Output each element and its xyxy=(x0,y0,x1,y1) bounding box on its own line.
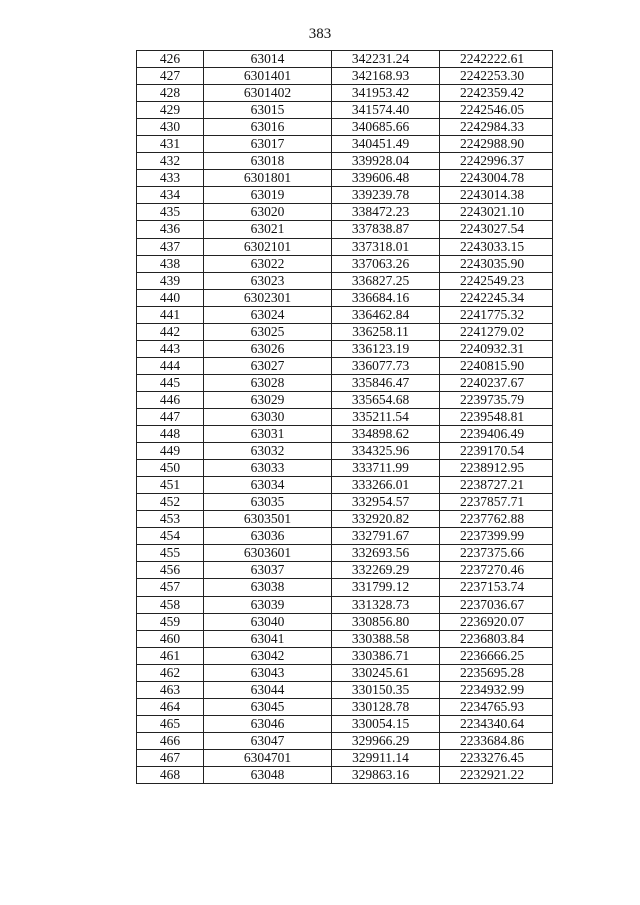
row-number-cell: 446 xyxy=(137,391,204,408)
y-coordinate-cell: 2234765.93 xyxy=(440,698,553,715)
table-row xyxy=(137,579,553,596)
row-number-cell: 462 xyxy=(137,664,204,681)
row-number-cell: 448 xyxy=(137,426,204,443)
y-coordinate-cell: 2243014.38 xyxy=(440,187,553,204)
point-id-cell: 6303501 xyxy=(204,511,332,528)
point-id-cell: 63015 xyxy=(204,102,332,119)
x-coordinate-cell: 335654.68 xyxy=(332,391,440,408)
table-row xyxy=(137,238,553,255)
y-coordinate-cell: 2237375.66 xyxy=(440,545,553,562)
y-coordinate-cell: 2239406.49 xyxy=(440,426,553,443)
row-number-cell: 452 xyxy=(137,494,204,511)
table-row xyxy=(137,545,553,562)
x-coordinate-cell: 330245.61 xyxy=(332,664,440,681)
x-coordinate-cell: 339239.78 xyxy=(332,187,440,204)
row-number-cell: 426 xyxy=(137,51,204,68)
row-number-cell: 459 xyxy=(137,613,204,630)
x-coordinate-cell: 337318.01 xyxy=(332,238,440,255)
table-row xyxy=(137,51,553,68)
point-id-cell: 6301401 xyxy=(204,68,332,85)
table-row xyxy=(137,715,553,732)
row-number-cell: 463 xyxy=(137,681,204,698)
point-id-cell: 63035 xyxy=(204,494,332,511)
row-number-cell: 433 xyxy=(137,170,204,187)
row-number-cell: 444 xyxy=(137,357,204,374)
row-number-cell: 454 xyxy=(137,528,204,545)
x-coordinate-cell: 339606.48 xyxy=(332,170,440,187)
table-row xyxy=(137,374,553,391)
y-coordinate-cell: 2241775.32 xyxy=(440,306,553,323)
x-coordinate-cell: 330386.71 xyxy=(332,647,440,664)
table-row xyxy=(137,664,553,681)
row-number-cell: 436 xyxy=(137,221,204,238)
coordinates-table xyxy=(136,50,553,784)
y-coordinate-cell: 2235695.28 xyxy=(440,664,553,681)
table-row xyxy=(137,766,553,783)
x-coordinate-cell: 331328.73 xyxy=(332,596,440,613)
row-number-cell: 443 xyxy=(137,340,204,357)
x-coordinate-cell: 339928.04 xyxy=(332,153,440,170)
row-number-cell: 429 xyxy=(137,102,204,119)
table-row xyxy=(137,289,553,306)
row-number-cell: 466 xyxy=(137,732,204,749)
table-row xyxy=(137,306,553,323)
x-coordinate-cell: 341953.42 xyxy=(332,85,440,102)
point-id-cell: 63034 xyxy=(204,477,332,494)
x-coordinate-cell: 329911.14 xyxy=(332,749,440,766)
point-id-cell: 63029 xyxy=(204,391,332,408)
row-number-cell: 450 xyxy=(137,460,204,477)
table-row xyxy=(137,85,553,102)
y-coordinate-cell: 2236920.07 xyxy=(440,613,553,630)
y-coordinate-cell: 2234932.99 xyxy=(440,681,553,698)
x-coordinate-cell: 330128.78 xyxy=(332,698,440,715)
table-row xyxy=(137,340,553,357)
table-row xyxy=(137,221,553,238)
table-row xyxy=(137,562,553,579)
point-id-cell: 63039 xyxy=(204,596,332,613)
point-id-cell: 6302101 xyxy=(204,238,332,255)
y-coordinate-cell: 2233684.86 xyxy=(440,732,553,749)
y-coordinate-cell: 2237762.88 xyxy=(440,511,553,528)
row-number-cell: 465 xyxy=(137,715,204,732)
x-coordinate-cell: 341574.40 xyxy=(332,102,440,119)
y-coordinate-cell: 2242996.37 xyxy=(440,153,553,170)
row-number-cell: 434 xyxy=(137,187,204,204)
row-number-cell: 445 xyxy=(137,374,204,391)
table-row xyxy=(137,136,553,153)
x-coordinate-cell: 329863.16 xyxy=(332,766,440,783)
y-coordinate-cell: 2242222.61 xyxy=(440,51,553,68)
point-id-cell: 63044 xyxy=(204,681,332,698)
table-row xyxy=(137,528,553,545)
point-id-cell: 63046 xyxy=(204,715,332,732)
point-id-cell: 63036 xyxy=(204,528,332,545)
x-coordinate-cell: 337063.26 xyxy=(332,255,440,272)
point-id-cell: 63038 xyxy=(204,579,332,596)
y-coordinate-cell: 2242359.42 xyxy=(440,85,553,102)
table-row xyxy=(137,323,553,340)
x-coordinate-cell: 334325.96 xyxy=(332,443,440,460)
point-id-cell: 63037 xyxy=(204,562,332,579)
row-number-cell: 456 xyxy=(137,562,204,579)
row-number-cell: 437 xyxy=(137,238,204,255)
coordinates-table-body xyxy=(137,51,553,784)
table-row xyxy=(137,153,553,170)
table-row xyxy=(137,511,553,528)
y-coordinate-cell: 2242988.90 xyxy=(440,136,553,153)
x-coordinate-cell: 330856.80 xyxy=(332,613,440,630)
table-row xyxy=(137,494,553,511)
y-coordinate-cell: 2237036.67 xyxy=(440,596,553,613)
y-coordinate-cell: 2239735.79 xyxy=(440,391,553,408)
x-coordinate-cell: 332791.67 xyxy=(332,528,440,545)
row-number-cell: 449 xyxy=(137,443,204,460)
y-coordinate-cell: 2242245.34 xyxy=(440,289,553,306)
x-coordinate-cell: 332269.29 xyxy=(332,562,440,579)
row-number-cell: 453 xyxy=(137,511,204,528)
table-row xyxy=(137,102,553,119)
y-coordinate-cell: 2242984.33 xyxy=(440,119,553,136)
y-coordinate-cell: 2237270.46 xyxy=(440,562,553,579)
table-row xyxy=(137,613,553,630)
point-id-cell: 63026 xyxy=(204,340,332,357)
x-coordinate-cell: 338472.23 xyxy=(332,204,440,221)
table-row xyxy=(137,170,553,187)
point-id-cell: 63042 xyxy=(204,647,332,664)
point-id-cell: 63017 xyxy=(204,136,332,153)
table-row xyxy=(137,732,553,749)
x-coordinate-cell: 336123.19 xyxy=(332,340,440,357)
y-coordinate-cell: 2243004.78 xyxy=(440,170,553,187)
x-coordinate-cell: 330150.35 xyxy=(332,681,440,698)
row-number-cell: 468 xyxy=(137,766,204,783)
row-number-cell: 435 xyxy=(137,204,204,221)
table-row xyxy=(137,357,553,374)
row-number-cell: 439 xyxy=(137,272,204,289)
x-coordinate-cell: 335211.54 xyxy=(332,408,440,425)
point-id-cell: 63048 xyxy=(204,766,332,783)
table-row xyxy=(137,681,553,698)
point-id-cell: 63032 xyxy=(204,443,332,460)
table-row xyxy=(137,426,553,443)
x-coordinate-cell: 342231.24 xyxy=(332,51,440,68)
x-coordinate-cell: 336258.11 xyxy=(332,323,440,340)
x-coordinate-cell: 330054.15 xyxy=(332,715,440,732)
x-coordinate-cell: 336077.73 xyxy=(332,357,440,374)
y-coordinate-cell: 2242253.30 xyxy=(440,68,553,85)
page-number: 383 xyxy=(308,26,332,42)
table-row xyxy=(137,119,553,136)
x-coordinate-cell: 336684.16 xyxy=(332,289,440,306)
row-number-cell: 438 xyxy=(137,255,204,272)
y-coordinate-cell: 2243033.15 xyxy=(440,238,553,255)
table-row xyxy=(137,443,553,460)
point-id-cell: 63023 xyxy=(204,272,332,289)
y-coordinate-cell: 2243035.90 xyxy=(440,255,553,272)
table-row xyxy=(137,68,553,85)
point-id-cell: 63019 xyxy=(204,187,332,204)
row-number-cell: 458 xyxy=(137,596,204,613)
x-coordinate-cell: 333266.01 xyxy=(332,477,440,494)
point-id-cell: 6302301 xyxy=(204,289,332,306)
point-id-cell: 6301801 xyxy=(204,170,332,187)
table-row xyxy=(137,408,553,425)
row-number-cell: 431 xyxy=(137,136,204,153)
x-coordinate-cell: 329966.29 xyxy=(332,732,440,749)
point-id-cell: 63045 xyxy=(204,698,332,715)
point-id-cell: 6303601 xyxy=(204,545,332,562)
y-coordinate-cell: 2238912.95 xyxy=(440,460,553,477)
table-row xyxy=(137,460,553,477)
y-coordinate-cell: 2240815.90 xyxy=(440,357,553,374)
x-coordinate-cell: 336827.25 xyxy=(332,272,440,289)
y-coordinate-cell: 2241279.02 xyxy=(440,323,553,340)
x-coordinate-cell: 340451.49 xyxy=(332,136,440,153)
point-id-cell: 63043 xyxy=(204,664,332,681)
row-number-cell: 455 xyxy=(137,545,204,562)
point-id-cell: 63018 xyxy=(204,153,332,170)
point-id-cell: 63041 xyxy=(204,630,332,647)
y-coordinate-cell: 2234340.64 xyxy=(440,715,553,732)
y-coordinate-cell: 2242549.23 xyxy=(440,272,553,289)
y-coordinate-cell: 2236666.25 xyxy=(440,647,553,664)
y-coordinate-cell: 2243021.10 xyxy=(440,204,553,221)
point-id-cell: 63014 xyxy=(204,51,332,68)
point-id-cell: 63033 xyxy=(204,460,332,477)
row-number-cell: 441 xyxy=(137,306,204,323)
row-number-cell: 430 xyxy=(137,119,204,136)
table-row xyxy=(137,596,553,613)
point-id-cell: 63016 xyxy=(204,119,332,136)
y-coordinate-cell: 2238727.21 xyxy=(440,477,553,494)
table-row xyxy=(137,187,553,204)
point-id-cell: 63021 xyxy=(204,221,332,238)
x-coordinate-cell: 331799.12 xyxy=(332,579,440,596)
table-row xyxy=(137,477,553,494)
row-number-cell: 428 xyxy=(137,85,204,102)
row-number-cell: 451 xyxy=(137,477,204,494)
y-coordinate-cell: 2233276.45 xyxy=(440,749,553,766)
point-id-cell: 63020 xyxy=(204,204,332,221)
y-coordinate-cell: 2236803.84 xyxy=(440,630,553,647)
y-coordinate-cell: 2240237.67 xyxy=(440,374,553,391)
y-coordinate-cell: 2237153.74 xyxy=(440,579,553,596)
y-coordinate-cell: 2239170.54 xyxy=(440,443,553,460)
y-coordinate-cell: 2232921.22 xyxy=(440,766,553,783)
row-number-cell: 440 xyxy=(137,289,204,306)
y-coordinate-cell: 2237399.99 xyxy=(440,528,553,545)
row-number-cell: 447 xyxy=(137,408,204,425)
table-row xyxy=(137,272,553,289)
table-row xyxy=(137,749,553,766)
row-number-cell: 427 xyxy=(137,68,204,85)
point-id-cell: 63025 xyxy=(204,323,332,340)
point-id-cell: 63040 xyxy=(204,613,332,630)
table-row xyxy=(137,204,553,221)
point-id-cell: 63024 xyxy=(204,306,332,323)
x-coordinate-cell: 333711.99 xyxy=(332,460,440,477)
row-number-cell: 460 xyxy=(137,630,204,647)
y-coordinate-cell: 2240932.31 xyxy=(440,340,553,357)
row-number-cell: 467 xyxy=(137,749,204,766)
table-row xyxy=(137,647,553,664)
x-coordinate-cell: 336462.84 xyxy=(332,306,440,323)
x-coordinate-cell: 332954.57 xyxy=(332,494,440,511)
row-number-cell: 457 xyxy=(137,579,204,596)
point-id-cell: 63047 xyxy=(204,732,332,749)
table-row xyxy=(137,698,553,715)
y-coordinate-cell: 2237857.71 xyxy=(440,494,553,511)
x-coordinate-cell: 340685.66 xyxy=(332,119,440,136)
table-row xyxy=(137,630,553,647)
point-id-cell: 6301402 xyxy=(204,85,332,102)
x-coordinate-cell: 337838.87 xyxy=(332,221,440,238)
point-id-cell: 63022 xyxy=(204,255,332,272)
row-number-cell: 461 xyxy=(137,647,204,664)
point-id-cell: 63027 xyxy=(204,357,332,374)
x-coordinate-cell: 330388.58 xyxy=(332,630,440,647)
table-row xyxy=(137,255,553,272)
y-coordinate-cell: 2242546.05 xyxy=(440,102,553,119)
point-id-cell: 63030 xyxy=(204,408,332,425)
x-coordinate-cell: 342168.93 xyxy=(332,68,440,85)
table-row xyxy=(137,391,553,408)
row-number-cell: 464 xyxy=(137,698,204,715)
x-coordinate-cell: 335846.47 xyxy=(332,374,440,391)
row-number-cell: 432 xyxy=(137,153,204,170)
row-number-cell: 442 xyxy=(137,323,204,340)
y-coordinate-cell: 2243027.54 xyxy=(440,221,553,238)
y-coordinate-cell: 2239548.81 xyxy=(440,408,553,425)
point-id-cell: 63028 xyxy=(204,374,332,391)
x-coordinate-cell: 332693.56 xyxy=(332,545,440,562)
point-id-cell: 6304701 xyxy=(204,749,332,766)
x-coordinate-cell: 334898.62 xyxy=(332,426,440,443)
point-id-cell: 63031 xyxy=(204,426,332,443)
x-coordinate-cell: 332920.82 xyxy=(332,511,440,528)
